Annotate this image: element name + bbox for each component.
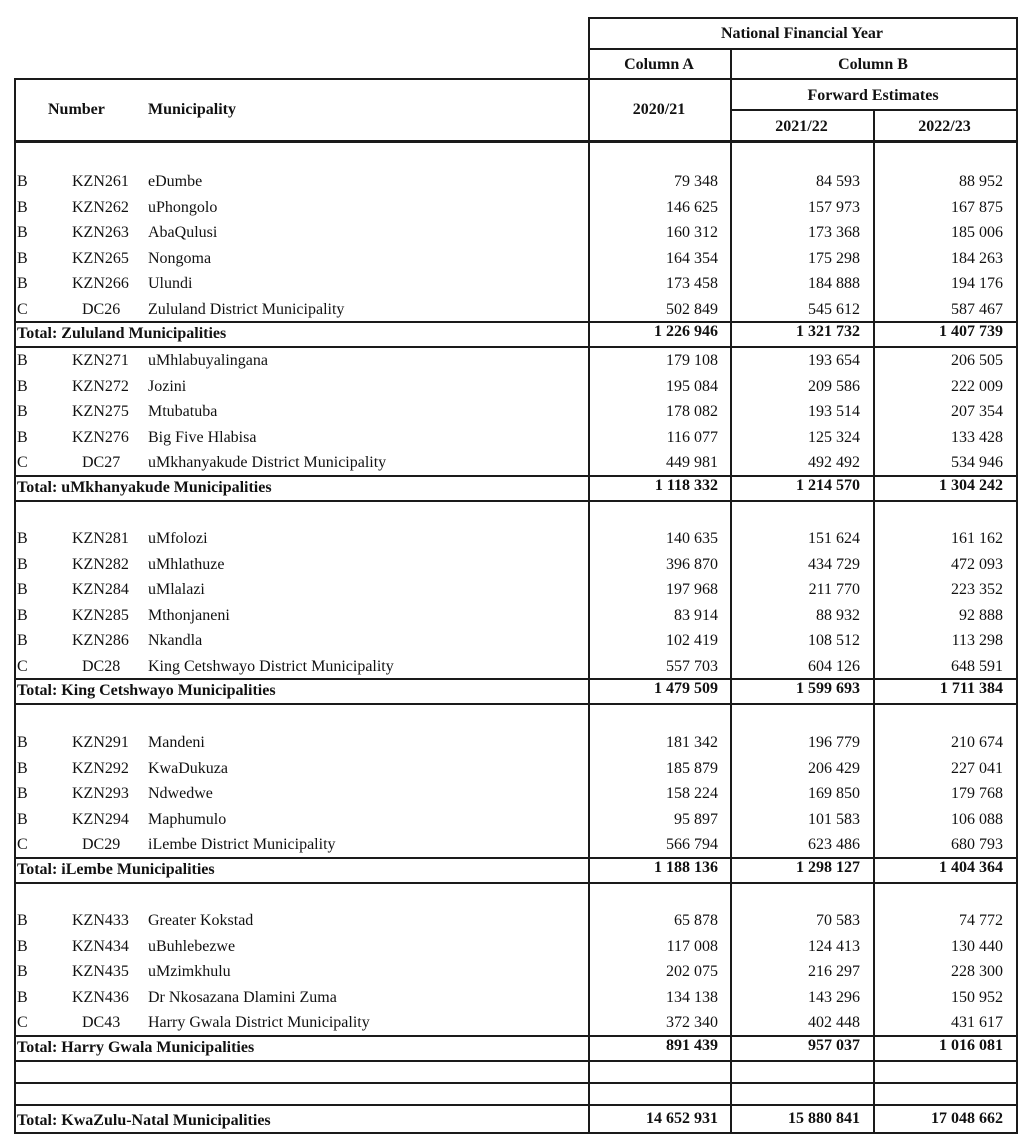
rule bbox=[588, 48, 1016, 50]
value-2020-21: 146 625 bbox=[666, 198, 718, 216]
group-total-2020-21: 1 188 136 bbox=[654, 859, 718, 876]
municipality-number: KZN265 bbox=[72, 249, 129, 267]
rule bbox=[14, 475, 1016, 477]
group-total-2022-23: 1 407 739 bbox=[939, 323, 1003, 340]
value-2021-22: 216 297 bbox=[808, 963, 860, 980]
value-2022-23: 150 952 bbox=[951, 988, 1003, 1006]
rule bbox=[14, 1060, 1016, 1062]
municipality-number: KZN291 bbox=[72, 734, 129, 751]
municipality-category: C bbox=[17, 300, 28, 318]
column-a-heading: Column A bbox=[624, 56, 694, 73]
value-2022-23: 431 617 bbox=[951, 1014, 1003, 1031]
municipality-category: B bbox=[17, 937, 28, 955]
municipality-number: KZN434 bbox=[72, 937, 129, 955]
municipality-number: KZN284 bbox=[72, 581, 129, 598]
municipality-category: B bbox=[17, 759, 28, 777]
group-total-2022-23: 1 711 384 bbox=[939, 680, 1003, 697]
value-2022-23: 184 263 bbox=[951, 249, 1003, 267]
municipality-category: B bbox=[17, 581, 28, 598]
municipality-category: B bbox=[17, 632, 28, 649]
value-2021-22: 196 779 bbox=[808, 734, 860, 751]
grand-total-label: Total: KwaZulu-Natal Municipalities bbox=[17, 1112, 271, 1129]
rule bbox=[14, 500, 1016, 502]
value-2022-23: 74 772 bbox=[959, 912, 1003, 929]
municipality-name: KwaDukuza bbox=[148, 759, 228, 777]
value-2020-21: 117 008 bbox=[666, 937, 718, 955]
grand-total-2020-21: 14 652 931 bbox=[646, 1110, 718, 1127]
value-2020-21: 160 312 bbox=[666, 224, 718, 241]
rule bbox=[14, 857, 1016, 859]
municipality-category: B bbox=[17, 377, 28, 395]
value-2021-22: 623 486 bbox=[808, 836, 860, 853]
rule bbox=[14, 140, 1016, 143]
group-total-2020-21: 891 439 bbox=[666, 1037, 718, 1054]
municipality-name: eDumbe bbox=[148, 173, 203, 190]
value-2021-22: 402 448 bbox=[808, 1014, 860, 1031]
value-2022-23: 223 352 bbox=[951, 581, 1003, 598]
municipality-category: B bbox=[17, 198, 28, 216]
rule bbox=[14, 78, 1016, 80]
value-2021-22: 84 593 bbox=[816, 173, 860, 190]
value-2022-23: 194 176 bbox=[951, 275, 1003, 292]
municipality-number: KZN286 bbox=[72, 632, 129, 649]
value-2022-23: 106 088 bbox=[951, 810, 1003, 828]
municipality-number: DC28 bbox=[82, 657, 121, 675]
municipality-name: uMzimkhulu bbox=[148, 963, 231, 980]
value-2021-22: 143 296 bbox=[808, 988, 860, 1006]
municipality-name: AbaQulusi bbox=[148, 224, 218, 241]
municipality-name: Jozini bbox=[148, 377, 187, 395]
municipality-name: Mtubatuba bbox=[148, 403, 218, 420]
municipality-category: B bbox=[17, 810, 28, 828]
value-2021-22: 169 850 bbox=[808, 785, 860, 802]
municipality-category: B bbox=[17, 275, 28, 292]
value-2022-23: 161 162 bbox=[951, 530, 1003, 547]
municipality-number: DC27 bbox=[82, 454, 121, 471]
value-2020-21: 557 703 bbox=[666, 657, 718, 675]
value-2021-22: 101 583 bbox=[808, 810, 860, 828]
value-2022-23: 472 093 bbox=[951, 555, 1003, 573]
value-2022-23: 88 952 bbox=[959, 173, 1003, 190]
value-2020-21: 116 077 bbox=[666, 428, 718, 446]
value-2021-22: 173 368 bbox=[808, 224, 860, 241]
municipality-category: C bbox=[17, 1014, 28, 1031]
municipality-category: C bbox=[17, 836, 28, 853]
value-2021-22: 70 583 bbox=[816, 912, 860, 929]
municipality-number: KZN263 bbox=[72, 224, 129, 241]
municipality-name: uMfolozi bbox=[148, 530, 208, 547]
municipality-category: B bbox=[17, 912, 28, 929]
group-total-2021-22: 1 321 732 bbox=[796, 323, 860, 340]
group-total-2022-23: 1 404 364 bbox=[939, 859, 1003, 876]
value-2020-21: 396 870 bbox=[666, 555, 718, 573]
group-total-2020-21: 1 118 332 bbox=[654, 477, 718, 494]
value-2020-21: 179 108 bbox=[666, 352, 718, 369]
value-2022-23: 130 440 bbox=[951, 937, 1003, 955]
municipality-category: B bbox=[17, 173, 28, 190]
group-total-2022-23: 1 016 081 bbox=[939, 1037, 1003, 1054]
municipality-name: uMkhanyakude District Municipality bbox=[148, 454, 387, 471]
group-total-2020-21: 1 226 946 bbox=[654, 323, 718, 340]
rule bbox=[873, 109, 875, 1134]
value-2022-23: 113 298 bbox=[951, 632, 1003, 649]
rule bbox=[588, 17, 590, 1134]
municipality-number: KZN262 bbox=[72, 198, 129, 216]
municipality-number: DC26 bbox=[82, 300, 121, 318]
municipality-name: Nkandla bbox=[148, 632, 203, 649]
rule bbox=[1016, 17, 1018, 1134]
group-total-2022-23: 1 304 242 bbox=[939, 477, 1003, 494]
municipality-category: B bbox=[17, 734, 28, 751]
municipality-name: Ulundi bbox=[148, 275, 193, 292]
value-2022-23: 587 467 bbox=[951, 300, 1003, 318]
value-2022-23: 222 009 bbox=[951, 377, 1003, 395]
municipality-category: B bbox=[17, 249, 28, 267]
municipality-number: KZN266 bbox=[72, 275, 129, 292]
value-2020-21: 134 138 bbox=[666, 988, 718, 1006]
municipality-name: Dr Nkosazana Dlamini Zuma bbox=[148, 988, 337, 1006]
municipality-number: KZN261 bbox=[72, 173, 129, 190]
value-2020-21: 65 878 bbox=[674, 912, 718, 929]
municipality-category: B bbox=[17, 403, 28, 420]
municipality-number: KZN293 bbox=[72, 785, 129, 802]
value-2020-21: 164 354 bbox=[666, 249, 718, 267]
municipality-category: C bbox=[17, 657, 28, 675]
municipality-number: DC43 bbox=[82, 1014, 121, 1031]
group-total-2021-22: 1 298 127 bbox=[796, 859, 860, 876]
rule bbox=[14, 1035, 1016, 1037]
value-2022-23: 92 888 bbox=[959, 606, 1003, 624]
value-2020-21: 195 084 bbox=[666, 377, 718, 395]
municipality-number: KZN271 bbox=[72, 352, 129, 369]
municipality-number: KZN436 bbox=[72, 988, 129, 1006]
value-2020-21: 197 968 bbox=[666, 581, 718, 598]
municipality-name: Harry Gwala District Municipality bbox=[148, 1014, 370, 1031]
group-total-2021-22: 1 214 570 bbox=[796, 477, 860, 494]
value-2020-21: 449 981 bbox=[666, 454, 718, 471]
value-2022-23: 185 006 bbox=[951, 224, 1003, 241]
municipality-category: B bbox=[17, 352, 28, 369]
forward-estimates-heading: Forward Estimates bbox=[807, 87, 939, 104]
value-2022-23: 210 674 bbox=[951, 734, 1003, 751]
number-heading: Number bbox=[48, 101, 105, 118]
column-b-heading: Column B bbox=[838, 56, 908, 73]
value-2020-21: 372 340 bbox=[666, 1014, 718, 1031]
value-2021-22: 545 612 bbox=[808, 300, 860, 318]
value-2022-23: 206 505 bbox=[951, 352, 1003, 369]
value-2021-22: 124 413 bbox=[808, 937, 860, 955]
municipality-name: Mthonjaneni bbox=[148, 606, 230, 624]
value-2021-22: 211 770 bbox=[808, 581, 860, 598]
group-total-label: Total: Harry Gwala Municipalities bbox=[17, 1039, 255, 1056]
municipality-name: uPhongolo bbox=[148, 198, 218, 216]
municipality-category: B bbox=[17, 988, 28, 1006]
value-2021-22: 209 586 bbox=[808, 377, 860, 395]
rule bbox=[14, 882, 1016, 884]
municipality-name: Big Five Hlabisa bbox=[148, 428, 257, 446]
value-2022-23: 207 354 bbox=[951, 403, 1003, 420]
rule bbox=[14, 346, 1016, 348]
rule bbox=[14, 678, 1016, 680]
municipality-category: B bbox=[17, 555, 28, 573]
national-financial-year-heading: National Financial Year bbox=[720, 25, 884, 42]
value-2020-21: 83 914 bbox=[674, 606, 718, 624]
municipality-name: King Cetshwayo District Municipality bbox=[148, 657, 394, 675]
municipality-name: Greater Kokstad bbox=[148, 912, 254, 929]
value-2020-21: 178 082 bbox=[666, 403, 718, 420]
grand-total-2022-23: 17 048 662 bbox=[931, 1110, 1003, 1127]
value-2020-21: 202 075 bbox=[666, 963, 718, 980]
municipality-name: Maphumulo bbox=[148, 810, 227, 828]
rule bbox=[14, 703, 1016, 705]
rule bbox=[730, 48, 732, 1134]
value-2021-22: 193 514 bbox=[808, 403, 860, 420]
value-2020-21: 158 224 bbox=[666, 785, 718, 802]
value-2020-21: 181 342 bbox=[666, 734, 718, 751]
municipality-number: KZN282 bbox=[72, 555, 129, 573]
value-2022-23: 680 793 bbox=[951, 836, 1003, 853]
rule bbox=[14, 78, 16, 1134]
value-2022-23: 648 591 bbox=[951, 657, 1003, 675]
value-2021-22: 108 512 bbox=[808, 632, 860, 649]
value-2020-21: 185 879 bbox=[666, 759, 718, 777]
value-2022-23: 133 428 bbox=[951, 428, 1003, 446]
value-2020-21: 102 419 bbox=[666, 632, 718, 649]
municipality-category: B bbox=[17, 785, 28, 802]
municipality-name: uMhlabuyalingana bbox=[148, 352, 268, 369]
value-2021-22: 206 429 bbox=[808, 759, 860, 777]
municipality-name: uMhlathuze bbox=[148, 555, 225, 573]
value-2020-21: 95 897 bbox=[674, 810, 718, 828]
municipality-number: KZN294 bbox=[72, 810, 129, 828]
group-total-2021-22: 957 037 bbox=[808, 1037, 860, 1054]
municipality-number: KZN435 bbox=[72, 963, 129, 980]
value-2021-22: 151 624 bbox=[808, 530, 860, 547]
municipality-name: Zululand District Municipality bbox=[148, 300, 345, 318]
value-2021-22: 88 932 bbox=[816, 606, 860, 624]
value-2022-23: 228 300 bbox=[951, 963, 1003, 980]
value-2020-21: 566 794 bbox=[666, 836, 718, 853]
municipality-heading: Municipality bbox=[148, 101, 237, 118]
value-2022-23: 167 875 bbox=[951, 198, 1003, 216]
municipality-category: B bbox=[17, 224, 28, 241]
group-total-2020-21: 1 479 509 bbox=[654, 680, 718, 697]
value-2022-23: 534 946 bbox=[951, 454, 1003, 471]
value-2021-22: 175 298 bbox=[808, 249, 860, 267]
municipality-name: Nongoma bbox=[148, 249, 212, 267]
municipality-name: iLembe District Municipality bbox=[148, 836, 336, 853]
value-2022-23: 227 041 bbox=[951, 759, 1003, 777]
rule bbox=[14, 1132, 1016, 1134]
rule bbox=[14, 321, 1016, 323]
value-2021-22: 492 492 bbox=[808, 454, 860, 471]
municipality-category: C bbox=[17, 454, 28, 471]
year-2020-21-heading: 2020/21 bbox=[632, 101, 686, 118]
grand-total-2021-22: 15 880 841 bbox=[788, 1110, 860, 1127]
municipality-number: KZN285 bbox=[72, 606, 129, 624]
rule bbox=[14, 1104, 1016, 1106]
municipality-name: Ndwedwe bbox=[148, 785, 213, 802]
municipality-number: KZN292 bbox=[72, 759, 129, 777]
municipality-category: B bbox=[17, 963, 28, 980]
municipality-number: KZN272 bbox=[72, 377, 129, 395]
group-total-label: Total: Zululand Municipalities bbox=[17, 325, 227, 342]
year-2022-23-heading: 2022/23 bbox=[918, 118, 971, 135]
group-total-label: Total: iLembe Municipalities bbox=[17, 861, 215, 878]
value-2020-21: 79 348 bbox=[674, 173, 718, 190]
municipality-category: B bbox=[17, 530, 28, 547]
group-total-2021-22: 1 599 693 bbox=[796, 680, 860, 697]
rule bbox=[588, 17, 1016, 19]
value-2020-21: 502 849 bbox=[666, 300, 718, 318]
municipality-number: KZN275 bbox=[72, 403, 129, 420]
value-2020-21: 173 458 bbox=[666, 275, 718, 292]
value-2021-22: 125 324 bbox=[808, 428, 860, 446]
municipality-number: KZN433 bbox=[72, 912, 129, 929]
value-2021-22: 604 126 bbox=[808, 657, 860, 675]
value-2020-21: 140 635 bbox=[666, 530, 718, 547]
group-total-label: Total: uMkhanyakude Municipalities bbox=[17, 479, 272, 496]
municipality-name: uMlalazi bbox=[148, 581, 205, 598]
year-2021-22-heading: 2021/22 bbox=[775, 118, 828, 135]
value-2021-22: 184 888 bbox=[808, 275, 860, 292]
value-2021-22: 157 973 bbox=[808, 198, 860, 216]
municipality-number: DC29 bbox=[82, 836, 121, 853]
value-2021-22: 434 729 bbox=[808, 555, 860, 573]
municipality-number: KZN281 bbox=[72, 530, 129, 547]
rule bbox=[14, 1082, 1016, 1084]
municipality-name: uBuhlebezwe bbox=[148, 937, 236, 955]
value-2021-22: 193 654 bbox=[808, 352, 860, 369]
municipality-category: B bbox=[17, 428, 28, 446]
municipality-name: Mandeni bbox=[148, 734, 205, 751]
municipality-category: B bbox=[17, 606, 28, 624]
municipality-number: KZN276 bbox=[72, 428, 129, 446]
value-2022-23: 179 768 bbox=[951, 785, 1003, 802]
group-total-label: Total: King Cetshwayo Municipalities bbox=[17, 682, 276, 699]
